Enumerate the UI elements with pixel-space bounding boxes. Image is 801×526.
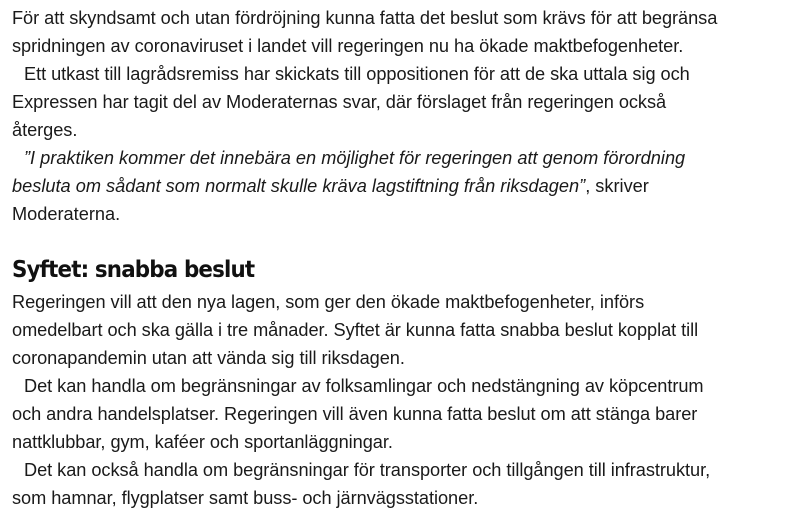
paragraph-intro: För att skyndsamt och utan fördröjning kunna fatta det beslut som krävs för att begränsa spridningen av coronaviruset i landet vill regeringen nu ha ökade maktbefogenheter. (12, 8, 718, 56)
section-gap (12, 228, 798, 254)
paragraph-draft: Ett utkast till lagrådsremiss har skickats till oppositionen för att de ska uttala sig och Expressen har tagit del av Moderaternas svar, där förslaget från regeringen också återges. (12, 64, 690, 140)
paragraph-purpose: Regeringen vill att den nya lagen, som ger den ökade maktbefogenheter, införs omedelbart och ska gälla i tre månader. Syftet är kunna fatta snabba beslut kopplat till coronapandemin utan att vända sig till riksdagen. (12, 292, 699, 368)
paragraph-transport: Det kan också handla om begränsningar för transporter och tillgången till infrastruktur, som hamnar, flygplatser samt buss- och järnvägsstationer. (12, 460, 711, 508)
section-heading: Syftet: snabba beslut (12, 257, 255, 283)
paragraph-gatherings: Det kan handla om begränsningar av folksamlingar och nedstängning av köpcentrum och andra handelsplatser. Regeringen vill även kunna fatta beslut om att stänga barer nattklubbar, gym, kaféer och sportanläggningar. (12, 376, 704, 452)
quote-text: ”I praktiken kommer det innebära en möjlighet för regeringen att genom förordning besluta om sådant som normalt skulle kräva lagstiftning från riksdagen” (12, 148, 686, 196)
quote-paragraph (12, 144, 798, 228)
article-body (12, 4, 798, 512)
quote-attribution: , skriver Moderaterna. (12, 176, 649, 224)
